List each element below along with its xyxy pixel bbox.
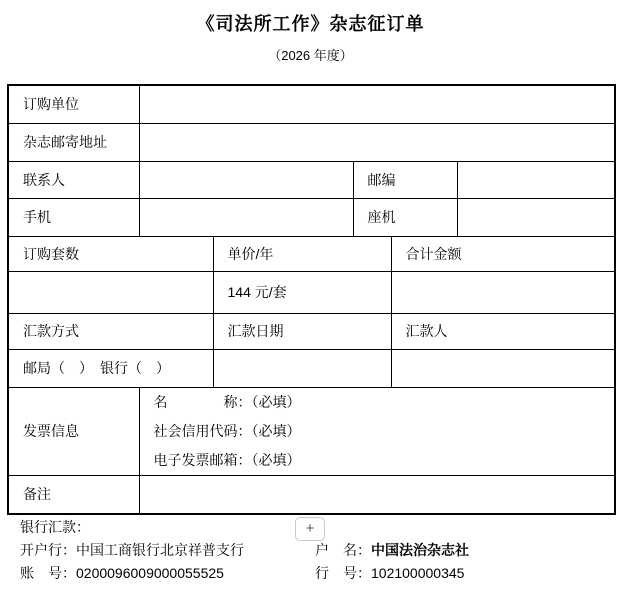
bank-no-value: 102100000345	[371, 565, 465, 581]
table-row	[8, 387, 615, 475]
table-row	[8, 198, 615, 236]
account-bank-value: 中国工商银行北京祥普支行	[76, 542, 244, 558]
account-no-value: 0200096009000055525	[76, 565, 224, 581]
invoice-name-line: 名 称：（必填）	[153, 393, 301, 410]
qty-label: 订购套数	[8, 236, 213, 271]
total-input-cell[interactable]	[391, 271, 615, 313]
unit-price-value: 144 元/套	[213, 271, 391, 313]
remit-date-label: 汇款日期	[213, 313, 391, 349]
purchaser-label: 订购单位	[8, 85, 139, 123]
account-name-value: 中国法治杂志社	[371, 542, 469, 558]
bank-no-line	[315, 562, 610, 585]
table-row	[8, 271, 615, 313]
mobile-label: 手机	[8, 198, 139, 236]
postcode-label: 邮编	[353, 161, 457, 198]
subscription-form-table	[7, 84, 616, 515]
remit-date-input-cell[interactable]	[213, 349, 391, 387]
bank-no-label: 行 号：	[315, 565, 371, 581]
table-row	[8, 236, 615, 271]
account-bank-label: 开户行：	[20, 542, 76, 558]
invoice-info-cell[interactable]	[139, 387, 615, 475]
notes-label: 备注	[8, 475, 139, 514]
notes-input-cell[interactable]	[139, 475, 615, 514]
account-no-line	[20, 562, 315, 585]
mobile-input-cell[interactable]	[139, 198, 353, 236]
total-label: 合计金额	[391, 236, 615, 271]
purchaser-input-cell[interactable]	[139, 85, 615, 123]
remit-method-label: 汇款方式	[8, 313, 213, 349]
table-row	[8, 313, 615, 349]
invoice-email-line: 电子发票邮箱：（必填）	[153, 451, 301, 468]
table-row	[8, 85, 615, 123]
table-row	[8, 475, 615, 514]
mail-address-label: 杂志邮寄地址	[8, 123, 139, 161]
page-subtitle: （2026 年度）	[268, 48, 353, 63]
table-row	[8, 349, 615, 387]
contact-input-cell[interactable]	[139, 161, 353, 198]
unit-price-label: 单价/年	[213, 236, 391, 271]
bank-remit-info	[20, 516, 610, 585]
landline-label: 座机	[353, 198, 457, 236]
table-row	[8, 161, 615, 198]
account-no-label: 账 号：	[20, 565, 76, 581]
table-row	[8, 123, 615, 161]
remit-options-cell[interactable]: 邮局（ ） 银行（ ）	[8, 349, 213, 387]
qty-input-cell[interactable]	[8, 271, 213, 313]
account-bank-line	[20, 539, 315, 562]
account-name-label: 户 名：	[315, 542, 371, 558]
account-name-line	[315, 539, 610, 562]
invoice-credit-code-line: 社会信用代码：（必填）	[153, 422, 301, 439]
postcode-input-cell[interactable]	[457, 161, 615, 198]
bank-remit-title: 银行汇款：	[20, 519, 90, 535]
invoice-label: 发票信息	[8, 387, 139, 475]
contact-label: 联系人	[8, 161, 139, 198]
remitter-label: 汇款人	[391, 313, 615, 349]
mail-address-input-cell[interactable]	[139, 123, 615, 161]
page-title: 《司法所工作》杂志征订单	[196, 14, 425, 34]
remitter-input-cell[interactable]	[391, 349, 615, 387]
landline-input-cell[interactable]	[457, 198, 615, 236]
add-row-button[interactable]: +	[295, 517, 325, 541]
